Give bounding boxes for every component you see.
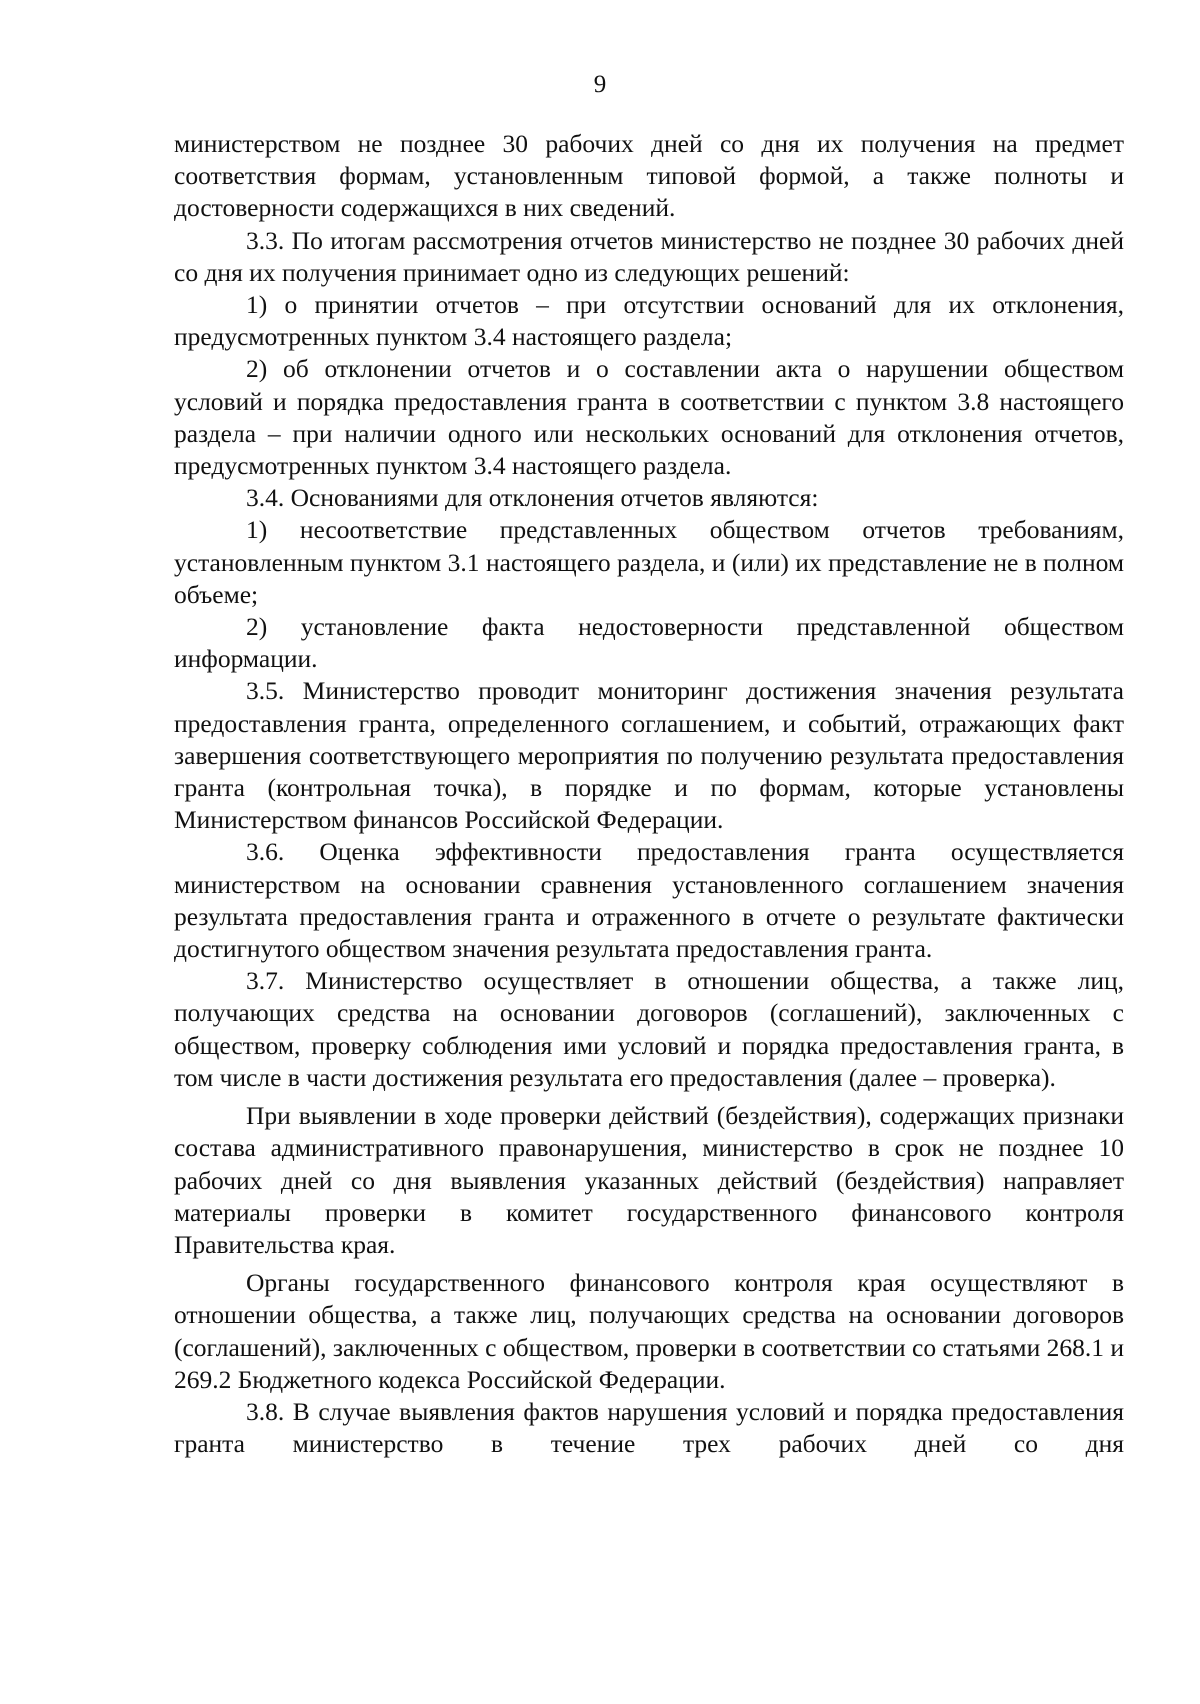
paragraph-3-4-item-1: 1) несоответствие представленных обществом отчетов требованиям, установленным пунктом 3.1 настоящего раздела, и (или) их представление не в полном объеме; xyxy=(174,515,1124,609)
paragraph-3-3-item-2: 2) об отклонении отчетов и о составлении акта о нарушении обществом условий и порядка предоставления гранта в соответствии с пунктом 3.8 настоящего раздела – при наличии одного или нескольких оснований для отклонения отчетов, предусмотренных пунктом 3.4 настоящего раздела. xyxy=(174,354,1124,481)
paragraph-3-3: 3.3. По итогам рассмотрения отчетов министерство не позднее 30 рабочих дней со дня их получения принимает одно из следующих решений: xyxy=(174,225,1124,287)
paragraph-3-7: 3.7. Министерство осуществляет в отношении общества, а также лиц, получающих средства на основании договоров (соглашений), заключенных с обществом, проверку соблюдения ими условий и порядка предоставления гранта, в том числе в части достижения результата его предоставления (далее – проверка). xyxy=(174,966,1124,1092)
paragraph-3-4: 3.4. Основаниями для отклонения отчетов являются: xyxy=(246,483,819,513)
paragraph-continuation: министерством не позднее 30 рабочих дней со дня их получения на предмет соответствия формам, установленным типовой формой, а также полноты и достоверности содержащихся в них сведений. xyxy=(174,129,1124,223)
document-body xyxy=(174,128,1124,1460)
paragraph-3-6: 3.6. Оценка эффективности предоставления гранта осуществляется министерством на основании сравнения установленного соглашением значения результата предоставления гранта и отраженного в отчете о результате фактически достигнутого обществом значения результата предоставления гранта. xyxy=(174,837,1124,964)
paragraph-3-7-violation: При выявлении в ходе проверки действий (бездействия), содержащих признаки состава административного правонарушения, министерство в срок не позднее 10 рабочих дней со дня выявления указанных действий (бездействия) направляет материалы проверки в комитет государственного финансового контроля Правительства края. xyxy=(174,1101,1124,1259)
paragraph-3-4-item-2: 2) установление факта недостоверности представленной обществом информации. xyxy=(174,612,1124,674)
paragraph-3-7-control-bodies: Органы государственного финансового контроля края осуществляют в отношении общества, а также лиц, получающих средства на основании договоров (соглашений), заключенных с обществом, проверки в соответствии со статьями 268.1 и 269.2 Бюджетного кодекса Российской Федерации. xyxy=(174,1268,1124,1394)
paragraph-3-5: 3.5. Министерство проводит мониторинг достижения значения результата предоставления гранта, определенного соглашением, и событий, отражающих факт завершения соответствующего мероприятия по получению результата предоставления гранта (контрольная точка), в порядке и по формам, которые установлены Министерством финансов Российской Федерации. xyxy=(174,676,1124,835)
page-number: 9 xyxy=(593,71,607,98)
paragraph-3-3-item-1: 1) о принятии отчетов – при отсутствии оснований для их отклонения, предусмотренных пунктом 3.4 настоящего раздела; xyxy=(174,290,1124,352)
paragraph-3-8: 3.8. В случае выявления фактов нарушения условий и порядка предоставления гранта министерство в течение трех рабочих дней со дня xyxy=(174,1396,1124,1459)
